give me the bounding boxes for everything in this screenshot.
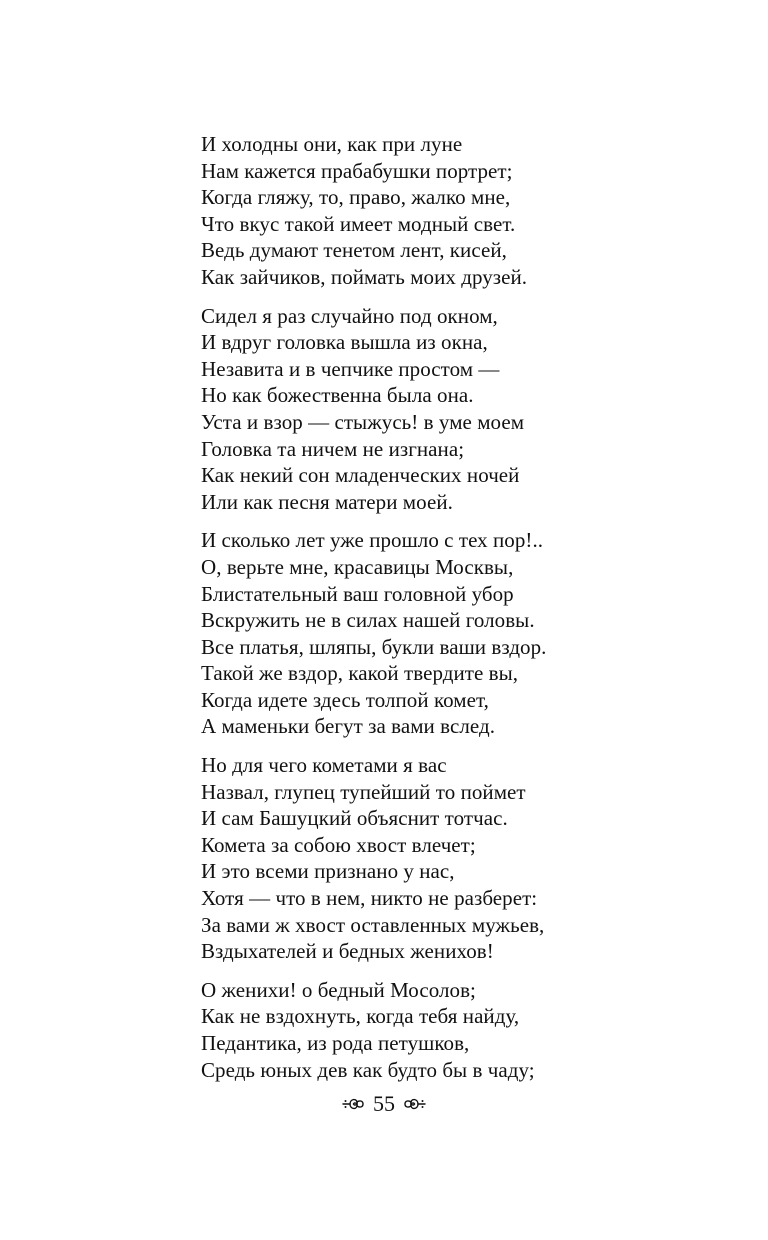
poem-line: Хотя — что в нем, никто не разберет: xyxy=(201,886,538,911)
poem-line: И вдруг головка вышла из окна, xyxy=(201,330,488,355)
poem-line: Педантика, из рода петушков, xyxy=(201,1031,470,1055)
stanza xyxy=(201,977,741,1083)
stanza xyxy=(201,527,741,740)
poem-line: Или как песня матери моей. xyxy=(201,489,453,514)
fleuron-right-icon xyxy=(403,1094,427,1114)
poem-line: Вздыхателей и бедных женихов! xyxy=(201,939,494,964)
poem-line: И холодны они, как при луне xyxy=(201,132,463,156)
poem-line: Но для чего кометами я вас xyxy=(201,753,447,778)
page-number: 55 xyxy=(373,1091,395,1116)
poem-line: Средь юных дев как будто бы в чаду; xyxy=(201,1057,535,1082)
poem-line: Как некий сон младенческих ночей xyxy=(201,463,520,488)
poem-line: За вами ж хвост оставленных мужьев, xyxy=(201,912,545,937)
page-footer xyxy=(0,1089,768,1119)
poem-line: Что вкус такой имеет модный свет. xyxy=(201,211,516,236)
poem-line: Когда гляжу, то, право, жалко мне, xyxy=(201,185,511,210)
poem-line: Нам кажется прабабушки портрет; xyxy=(201,158,513,183)
poem-line: Комета за собою хвост влечет; xyxy=(201,832,476,857)
poem-line: Когда идете здесь толпой комет, xyxy=(201,687,489,712)
poem-line: О, верьте мне, красавицы Москвы, xyxy=(201,554,514,579)
poem-line: И это всеми признано у нас, xyxy=(201,859,455,884)
poem-line: Такой же вздор, какой твердите вы, xyxy=(201,661,519,686)
stanza xyxy=(201,752,741,965)
poem-line: Как зайчиков, поймать моих друзей. xyxy=(201,264,528,289)
poem-line: И сколько лет уже прошло с тех пор!.. xyxy=(201,528,544,553)
poem-line: А маменьки бегут за вами вслед. xyxy=(201,714,495,739)
stanza xyxy=(201,131,741,291)
stanza xyxy=(201,303,741,516)
fleuron-left-icon xyxy=(341,1094,365,1114)
poem-line: Все платья, шляпы, букли ваши вздор. xyxy=(201,634,547,659)
poem-line: Сидел я раз случайно под окном, xyxy=(201,303,498,328)
poem-line: Головка та ничем не изгнана; xyxy=(201,436,465,461)
poem-line: И сам Башуцкий объяснит тотчас. xyxy=(201,806,508,831)
poem-line: Как не вздохнуть, когда тебя найду, xyxy=(201,1004,520,1029)
poem-line: Незавита и в чепчике простом — xyxy=(201,356,500,381)
poem-line: О женихи! о бедный Мосолов; xyxy=(201,977,476,1002)
poem-line: Блистательный ваш головной убор xyxy=(201,581,514,606)
poem-line: Ведь думают тенетом лент, кисей, xyxy=(201,238,507,263)
poem-line: Но как божественна была она. xyxy=(201,383,474,408)
poem-line: Вскружить не в силах нашей головы. xyxy=(201,608,535,633)
poem-line: Назвал, глупец тупейший то поймет xyxy=(201,779,526,804)
poem-text xyxy=(201,131,741,1095)
poem-line: Уста и взор — стыжусь! в уме моем xyxy=(201,409,525,434)
